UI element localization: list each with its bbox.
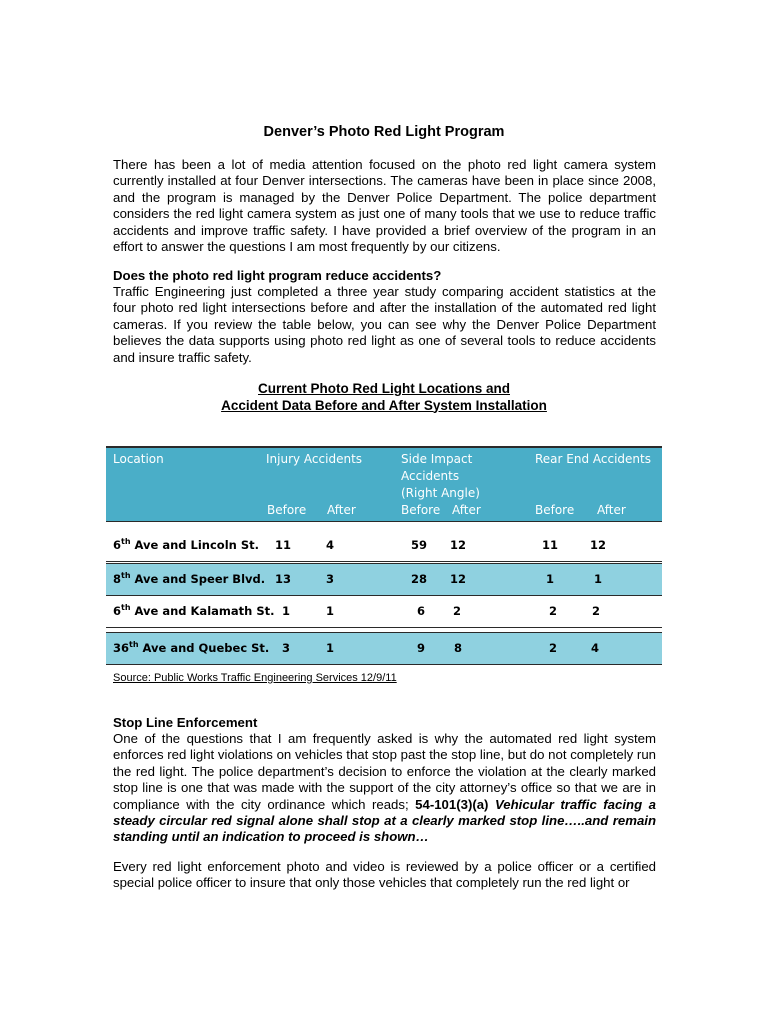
rear-before-value: 2 bbox=[548, 641, 557, 655]
stop-line-text: One of the questions that I am frequently asked is why the automated red light system enforces red light violations on vehicles that stop past the stop line, but do not completely run the red light. The police department’s decision to enforce the violation at the clearly marked stop line is one that was made with the support of the city attorney’s office so that we are in compliance with the city ordinance which reads; bbox=[113, 731, 656, 812]
rear-after-value: 12 bbox=[589, 538, 606, 552]
side-before-value: 9 bbox=[416, 641, 425, 655]
table-row bbox=[106, 632, 662, 665]
header-injury: Injury Accidents bbox=[266, 452, 363, 466]
header-side-line-1: Side Impact bbox=[401, 452, 473, 466]
stop-line-paragraph bbox=[113, 731, 656, 846]
side-after-value: 8 bbox=[453, 641, 462, 655]
side-before-value: 28 bbox=[410, 572, 427, 586]
header-side-line-3: (Right Angle) bbox=[401, 486, 480, 500]
injury-before-value: 3 bbox=[281, 641, 290, 655]
ordinance-quote: Vehicular traffic facing a steady circular red signal alone shall stop at a clearly marked stop line…..and remain standing until an indication to proceed is shown… bbox=[113, 796, 656, 845]
table-caption-line-1: Current Photo Red Light Locations and bbox=[258, 381, 510, 396]
injury-after-value: 3 bbox=[325, 572, 334, 586]
row-location: 36th Ave and Quebec St. bbox=[113, 640, 270, 655]
row-location: 6th Ave and Kalamath St. bbox=[113, 603, 275, 618]
injury-before-value: 1 bbox=[281, 604, 290, 618]
header-rear-before: Before bbox=[535, 503, 575, 517]
injury-after-value: 1 bbox=[325, 641, 334, 655]
rear-before-value: 2 bbox=[548, 604, 557, 618]
table-caption bbox=[0, 381, 768, 414]
injury-after-value: 1 bbox=[325, 604, 334, 618]
header-location: Location bbox=[113, 452, 164, 466]
side-before-value: 59 bbox=[410, 538, 427, 552]
table-caption-line-2: Accident Data Before and After System Installation bbox=[221, 397, 547, 413]
table-row bbox=[106, 563, 662, 596]
row-location: 8th Ave and Speer Blvd. bbox=[113, 571, 266, 586]
side-after-value: 12 bbox=[449, 538, 466, 552]
injury-before-value: 11 bbox=[274, 538, 291, 552]
table-row bbox=[106, 530, 662, 562]
side-after-value: 2 bbox=[452, 604, 461, 618]
header-side-before: Before bbox=[401, 503, 441, 517]
rear-after-value: 2 bbox=[591, 604, 600, 618]
rear-after-value: 4 bbox=[590, 641, 599, 655]
header-injury-before: Before bbox=[267, 503, 307, 517]
header-side-line-2: Accidents bbox=[401, 469, 460, 483]
injury-after-value: 4 bbox=[325, 538, 334, 552]
injury-before-value: 13 bbox=[274, 572, 291, 586]
rear-before-value: 11 bbox=[541, 538, 558, 552]
table-header bbox=[106, 446, 662, 522]
review-paragraph: Every red light enforcement photo and video is reviewed by a police officer or a certified special police officer to insure that only those vehicles that completely run the red light or bbox=[113, 859, 656, 891]
table-row bbox=[106, 596, 662, 628]
ordinance-code: 54-101(3)(a) bbox=[415, 796, 489, 812]
page-title: Denver’s Photo Red Light Program bbox=[263, 124, 505, 140]
intro-paragraph: There has been a lot of media attention focused on the photo red light camera system currently installed at four Denver intersections. The cameras have been in place since 2008, and the program is managed by the Denver Police Department. The police department considers the red light camera system as just one of many tools that we use to reduce traffic accidents and improve traffic safety. I have provided a brief overview of the program in an effort to answer the questions I am most frequently by our citizens. bbox=[113, 157, 656, 255]
rear-after-value: 1 bbox=[593, 572, 602, 586]
section-heading-stop-line: Stop Line Enforcement bbox=[113, 715, 258, 730]
header-injury-after: After bbox=[327, 503, 356, 517]
side-after-value: 12 bbox=[449, 572, 466, 586]
side-before-value: 6 bbox=[416, 604, 425, 618]
header-rear: Rear End Accidents bbox=[535, 452, 651, 466]
question-heading: Does the photo red light program reduce accidents? bbox=[113, 268, 442, 283]
header-side-after: After bbox=[452, 503, 481, 517]
header-rear-after: After bbox=[597, 503, 626, 517]
table-source-note: Source: Public Works Traffic Engineering Services 12/9/11 bbox=[113, 672, 397, 684]
rear-before-value: 1 bbox=[545, 572, 554, 586]
row-location: 6th Ave and Lincoln St. bbox=[113, 537, 259, 552]
answer-paragraph: Traffic Engineering just completed a three year study comparing accident statistics at the four photo red light intersections before and after the installation of the automated red light cameras. If you review the table below, you can see why the Denver Police Department believes the data supports using photo red light as one of several tools to reduce accidents and insure traffic safety. bbox=[113, 284, 656, 365]
